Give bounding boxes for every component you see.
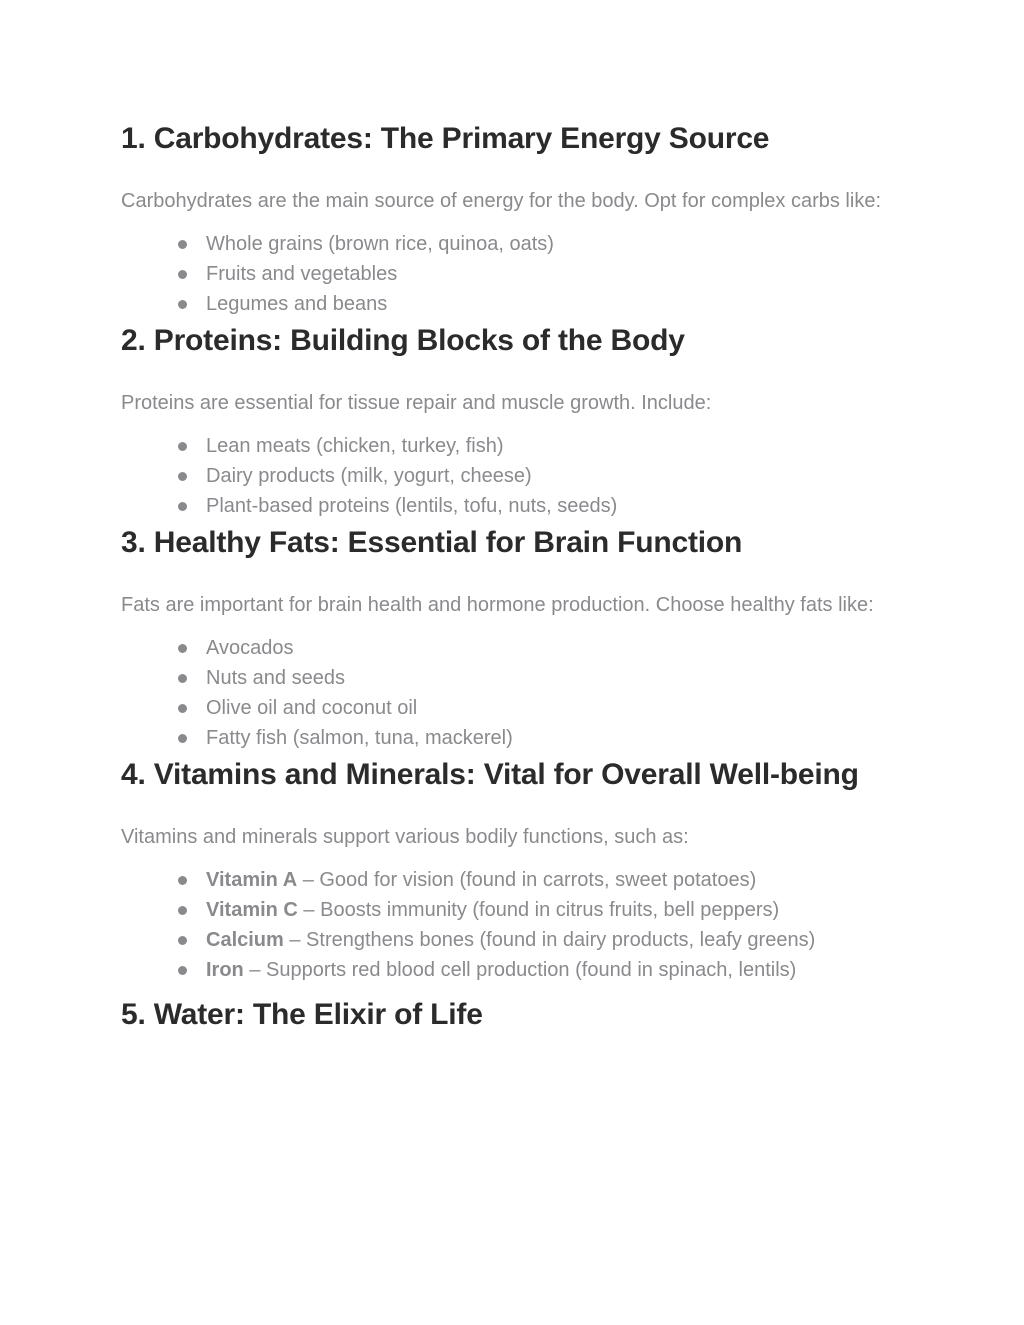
iron-term: Iron <box>206 959 244 981</box>
section-proteins <box>121 323 911 521</box>
bullet-list <box>121 865 911 985</box>
list-item: Whole grains (brown rice, quinoa, oats) <box>206 229 911 259</box>
bullet-list <box>121 633 911 753</box>
list-item <box>206 925 911 955</box>
section-water <box>121 997 911 1033</box>
bullet-list <box>121 229 911 319</box>
list-item <box>206 865 911 895</box>
list-item: Fatty fish (salmon, tuna, mackerel) <box>206 723 911 753</box>
section-vitamins-minerals <box>121 757 911 985</box>
iron-desc: – Supports red blood cell production (found in spinach, lentils) <box>243 959 797 981</box>
document-page <box>121 0 911 1031</box>
section-healthy-fats <box>121 525 911 753</box>
calcium-term: Calcium <box>206 929 284 951</box>
list-item: Dairy products (milk, yogurt, cheese) <box>206 461 911 491</box>
section-intro: Proteins are essential for tissue repair and muscle growth. Include: <box>121 392 712 414</box>
section-heading: 1. Carbohydrates: The Primary Energy Source <box>121 122 770 155</box>
section-heading: 3. Healthy Fats: Essential for Brain Function <box>121 526 743 559</box>
bullet-list <box>121 431 911 521</box>
list-item: Avocados <box>206 633 911 663</box>
list-item <box>206 955 911 985</box>
section-intro: Vitamins and minerals support various bodily functions, such as: <box>121 826 689 848</box>
section-heading: 4. Vitamins and Minerals: Vital for Overall Well-being <box>121 758 859 791</box>
list-item: Fruits and vegetables <box>206 259 911 289</box>
calcium-desc: – Strengthens bones (found in dairy products, leafy greens) <box>283 929 816 951</box>
vitamin-a-term: Vitamin A <box>206 869 298 891</box>
list-item: Nuts and seeds <box>206 663 911 693</box>
list-item <box>206 895 911 925</box>
list-item: Plant-based proteins (lentils, tofu, nuts, seeds) <box>206 491 911 521</box>
section-carbohydrates <box>121 121 911 319</box>
vitamin-c-term: Vitamin C <box>206 899 298 921</box>
list-item: Olive oil and coconut oil <box>206 693 911 723</box>
vitamin-a-desc: – Good for vision (found in carrots, sweet potatoes) <box>297 869 757 891</box>
list-item: Legumes and beans <box>206 289 911 319</box>
section-heading: 2. Proteins: Building Blocks of the Body <box>121 324 685 357</box>
list-item: Lean meats (chicken, turkey, fish) <box>206 431 911 461</box>
section-intro: Fats are important for brain health and hormone production. Choose healthy fats like: <box>121 594 874 616</box>
vitamin-c-desc: – Boosts immunity (found in citrus fruits, bell peppers) <box>297 899 780 921</box>
section-intro: Carbohydrates are the main source of energy for the body. Opt for complex carbs like: <box>121 190 881 212</box>
section-heading: 5. Water: The Elixir of Life <box>121 998 483 1031</box>
